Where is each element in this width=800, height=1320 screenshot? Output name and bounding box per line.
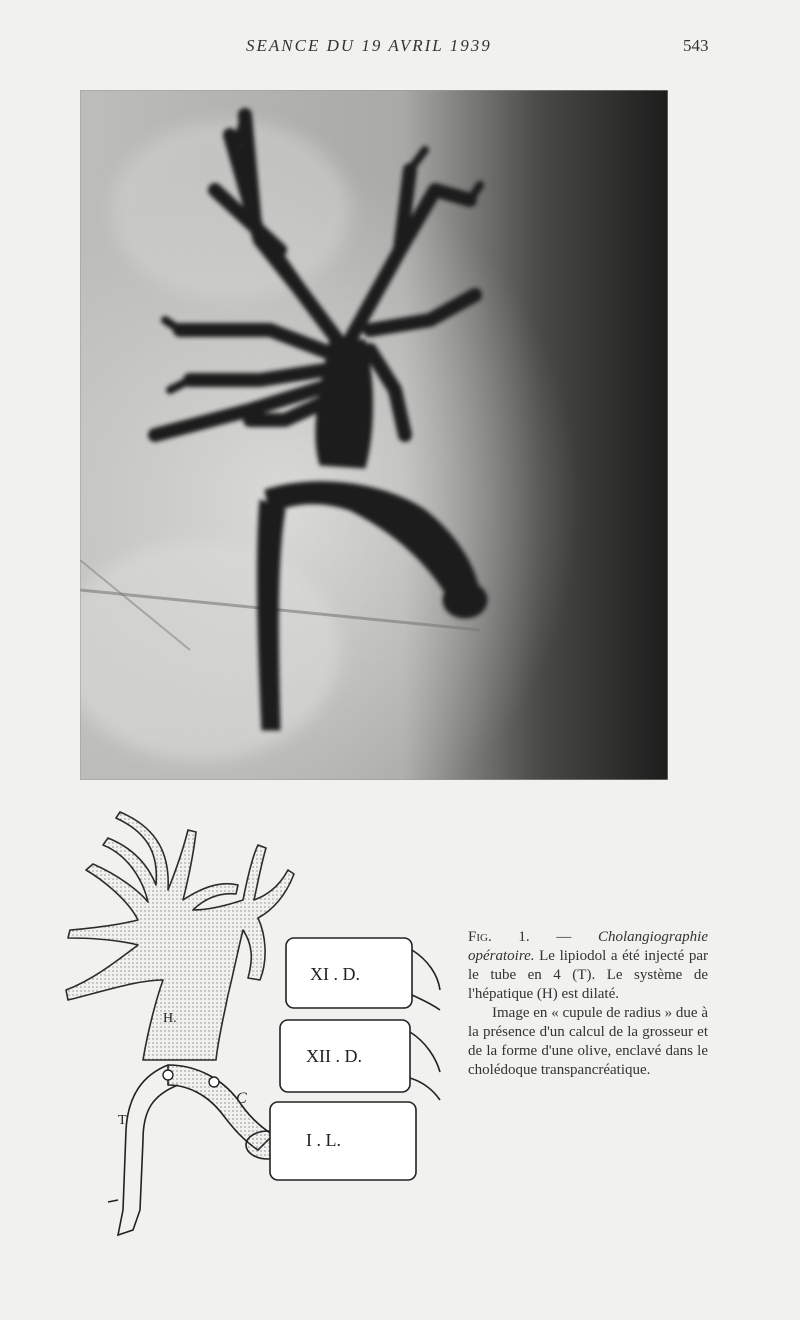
caption-text-1: Le lipiodol a été injecté par le tube en 4 (T). Le système de l'hépatique (H) est dilaté. xyxy=(468,948,708,1002)
figure-label: Fig. 1. xyxy=(468,929,530,945)
caption-paragraph-2: Image en « cupule de radius » due à la présence d'un calcul de la grosseur et de la forme d'une olive, enclavé dans le cholédoque transpancréatique. xyxy=(468,1005,708,1078)
figure-title: Cholangiographie opératoire. xyxy=(468,929,709,964)
label-tube: T xyxy=(118,1113,127,1128)
label-hepatic: H. xyxy=(163,1011,177,1026)
biliary-tree-drawing xyxy=(66,812,294,1159)
vertebra-l1 xyxy=(270,1102,416,1180)
label-calculus: C xyxy=(236,1090,247,1107)
page-header xyxy=(0,36,800,58)
running-title: SEANCE DU 19 AVRIL 1939 xyxy=(246,36,492,55)
figure-caption xyxy=(468,928,708,1080)
caption-dash: — xyxy=(529,929,598,945)
label-vertebra-xi: XI . D. xyxy=(310,964,360,984)
biliary-diagram xyxy=(48,810,458,1250)
caption-paragraph-1 xyxy=(468,928,708,1004)
cholangiography-radiograph xyxy=(80,90,668,780)
label-vertebra-xii: XII . D. xyxy=(306,1046,362,1066)
page-number: 543 xyxy=(683,36,709,55)
drainage-tube xyxy=(108,1065,178,1235)
label-vertebra-l1: I . L. xyxy=(306,1130,341,1150)
